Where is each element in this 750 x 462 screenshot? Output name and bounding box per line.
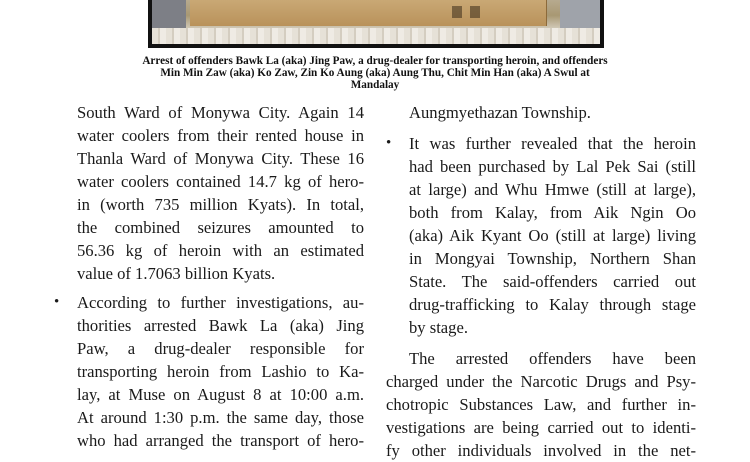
text-line: State. The said-offenders carried out (409, 272, 696, 291)
text-line: Aungmyethazan Township. (409, 103, 591, 122)
photo-floor (152, 28, 600, 44)
text-line: (aka) Aik Kyant Oo (still at large) living (409, 226, 696, 245)
bullet-paragraph-purchase (386, 132, 696, 339)
text-line: had been purchased by Lal Pek Sai (still (409, 157, 696, 176)
paragraph-seizures (54, 101, 364, 285)
photo-box (392, 0, 443, 26)
photo-box-marking (452, 6, 462, 18)
text-line: value of 1.7063 billion Kyats. (77, 264, 276, 283)
text-line: lay, at Muse on August 8 at 10:00 a.m. (77, 385, 364, 404)
news-photo (152, 0, 600, 44)
caption-line: Arrest of offenders Bawk La (aka) Jing Paw, a drug-dealer for transporting heroin, and offenders (142, 55, 608, 67)
text-line: by stage. (409, 318, 468, 337)
caption-line: Min Min Zaw (aka) Ko Zaw, Zin Ko Aung (aka) Aung Thu, Chit Min Han (aka) A Swul at (160, 67, 590, 80)
article-column-right (386, 101, 696, 462)
news-photo-frame (148, 0, 604, 48)
caption-line: Mandalay (350, 79, 400, 92)
text-line: South Ward of Monywa City. Again 14 (77, 103, 364, 122)
text-line: transporting heroin from Lashio to Ka- (77, 362, 364, 381)
photo-box (340, 0, 393, 26)
text-line: in (worth 735 million Kyats). In total, (77, 195, 364, 214)
text-line: Thanla Ward of Monywa City. These 16 (77, 149, 364, 168)
photo-right-shelf (560, 0, 600, 30)
text-line: The arrested offenders have been (409, 349, 696, 368)
article-column-left (54, 101, 364, 452)
text-line: both from Kalay, from Aik Ngin Oo (409, 203, 696, 222)
photo-box (240, 0, 293, 26)
text-line: Paw, a drug-dealer responsible for (77, 339, 364, 358)
paragraph-township (386, 101, 696, 124)
photo-box (492, 0, 547, 26)
paragraph-charges (386, 347, 696, 462)
text-line: • According to further investigations, au- (54, 293, 364, 312)
bullet-paragraph-arrest (54, 291, 364, 452)
text-line: • It was further revealed that the heroin (386, 134, 696, 153)
text-line: in Mongyai Township, Northern Shan (409, 249, 696, 268)
text-line: thorities arrested Bawk La (aka) Jing (77, 316, 364, 335)
text-line: fy other individuals involved in the net- (386, 441, 696, 460)
photo-left-shelf (152, 0, 186, 30)
text-line: drug-trafficking to Kalay through stage (409, 295, 696, 314)
text-line: vestigations are being carried out to identi- (386, 418, 696, 437)
text-line: at large) and Whu Hmwe (still at large), (409, 180, 696, 199)
text-line: At around 1:30 p.m. the same day, those (77, 408, 364, 427)
photo-box-marking (470, 6, 480, 18)
text-line: the combined seizures amounted to (77, 218, 364, 237)
text-line: chotropic Substances Law, and further in- (386, 395, 696, 414)
text-line: charged under the Narcotic Drugs and Psy- (386, 372, 696, 391)
text-line: water coolers from their rented house in (77, 126, 364, 145)
bullet-icon: • (54, 294, 60, 310)
photo-box (292, 0, 341, 26)
photo-caption (100, 55, 650, 92)
text-line: water coolers contained 14.7 kg of hero- (77, 172, 364, 191)
bullet-icon: • (386, 135, 392, 151)
photo-box (442, 0, 493, 26)
photo-box (190, 0, 241, 26)
text-line: 56.36 kg of heroin with an estimated (77, 241, 364, 260)
text-line: who had arranged the transport of hero- (77, 431, 364, 450)
